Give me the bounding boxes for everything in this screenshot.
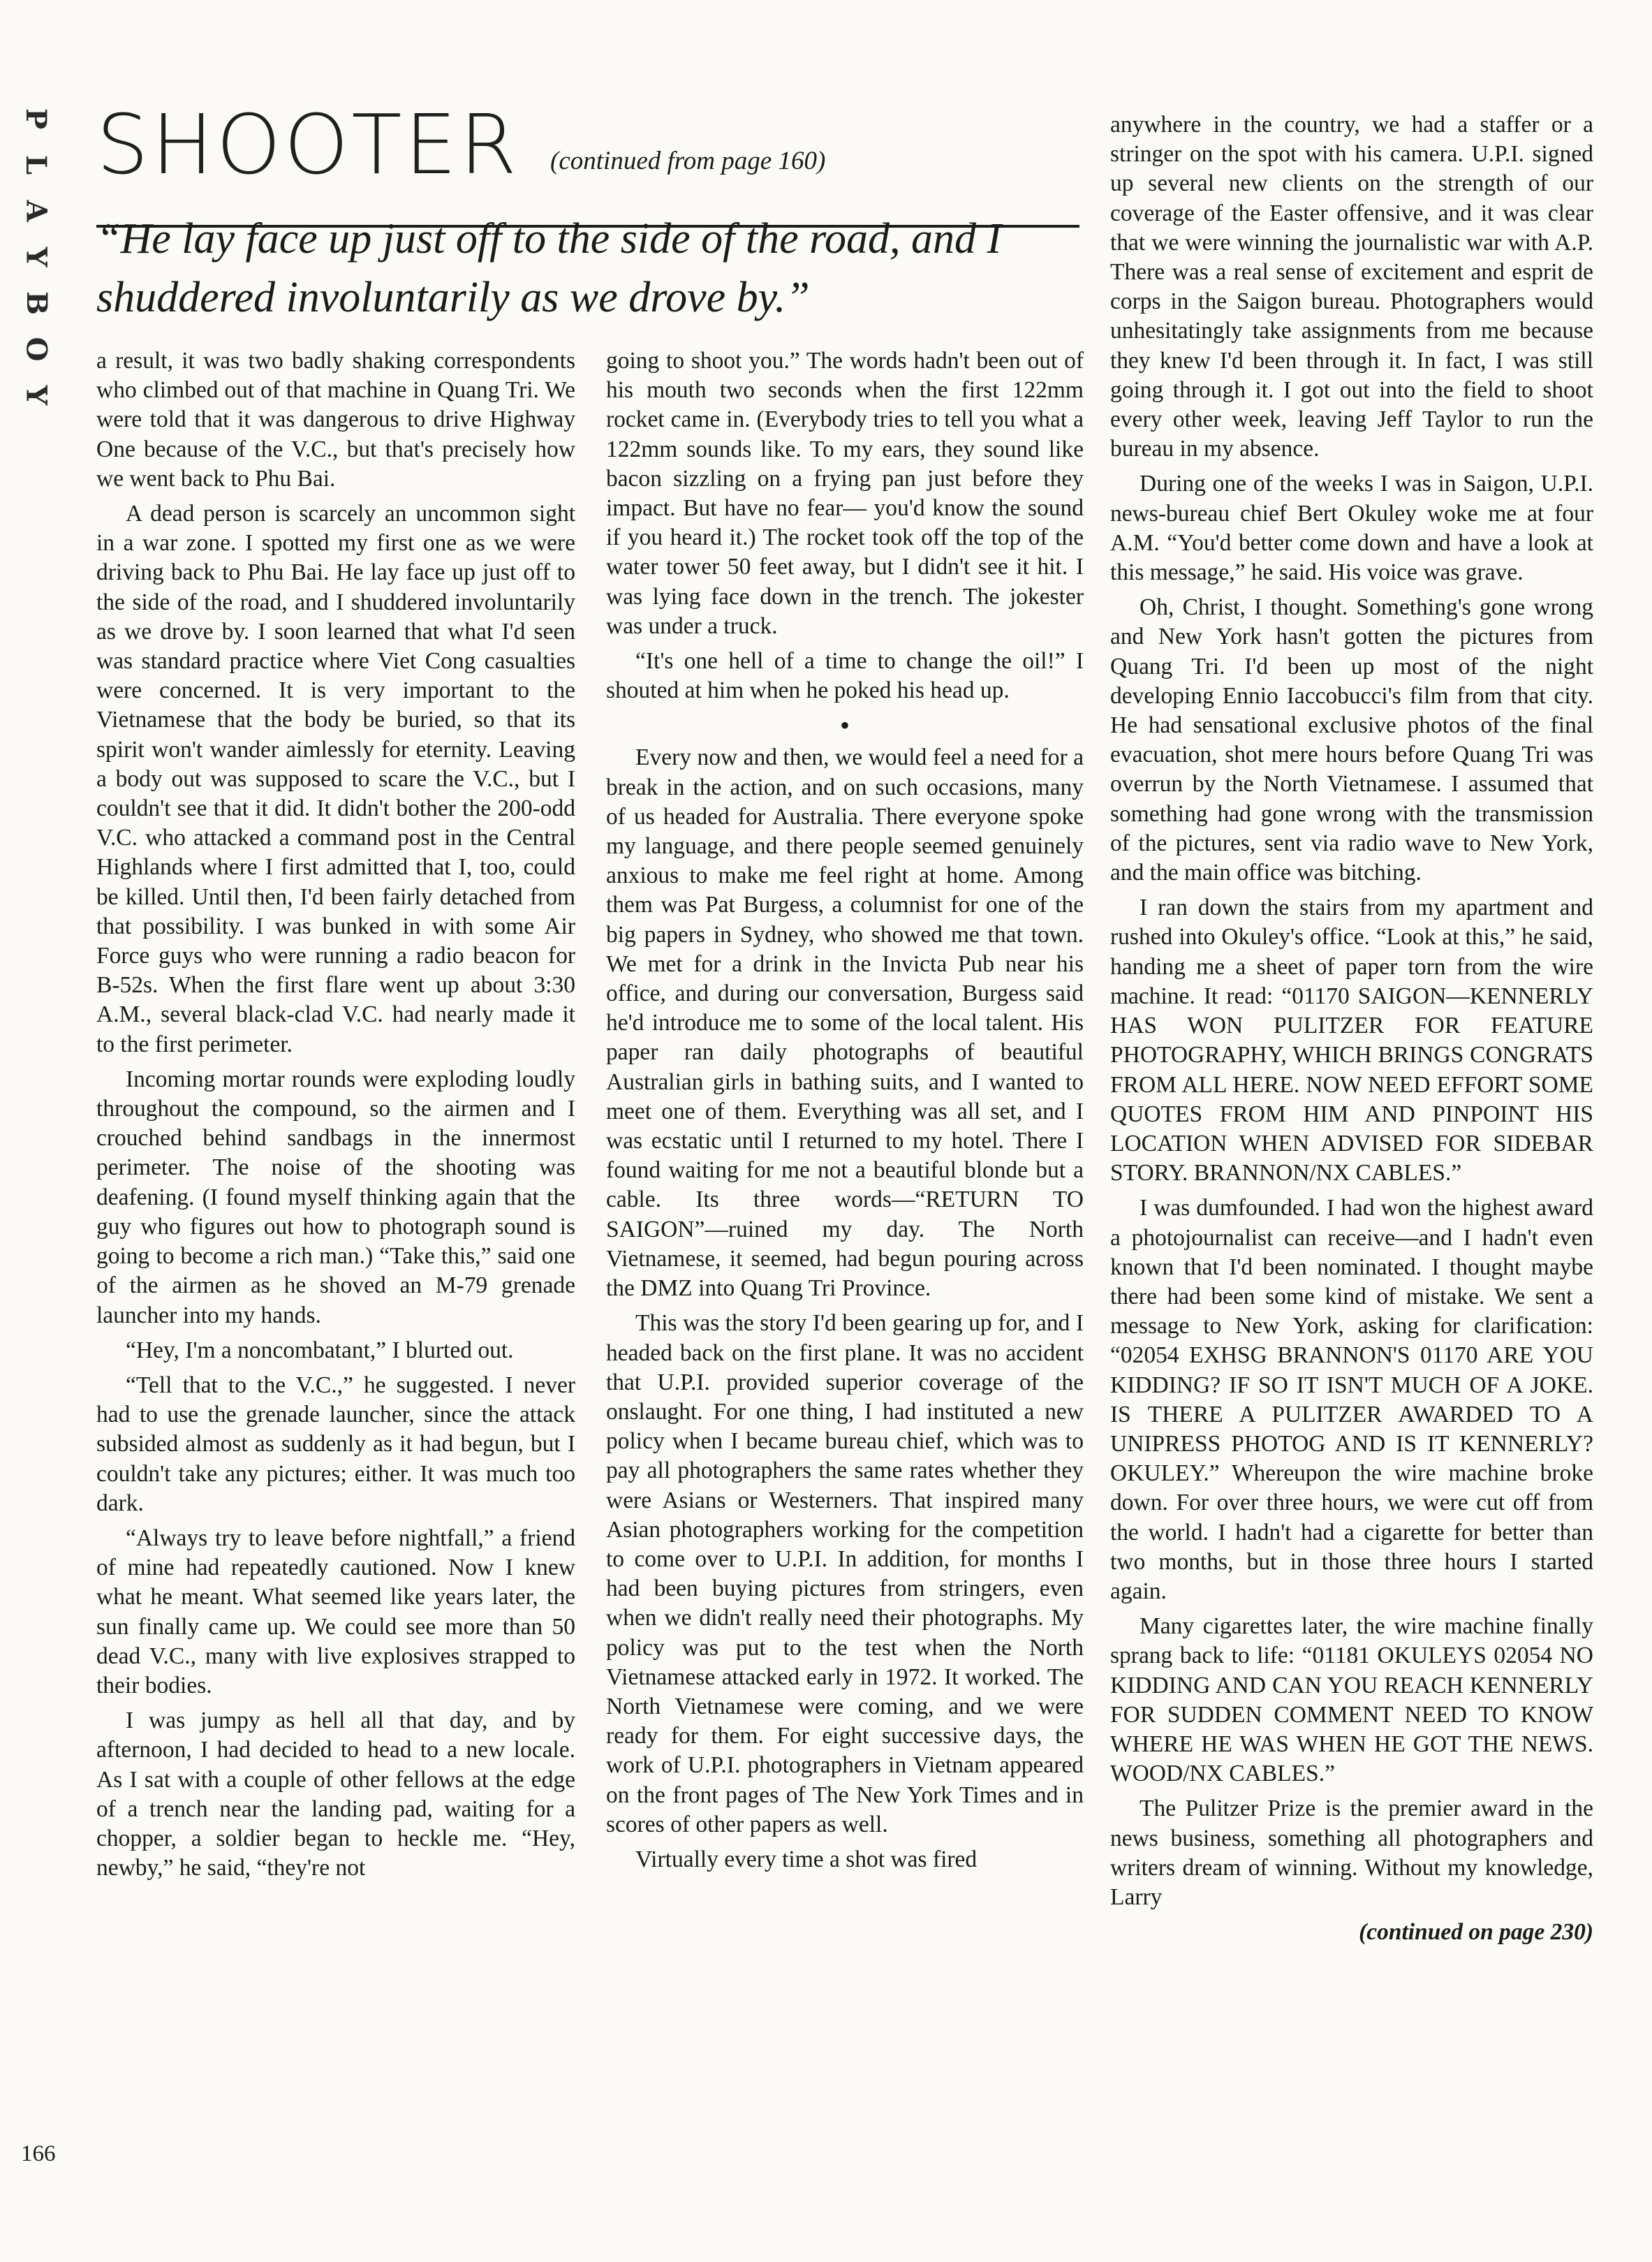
paragraph: anywhere in the country, we had a staffer or a stringer on the spot with his camera. U.P.I. signed up several new clients on the strength of our coverage of the Easter offensive, and it was clear that we were winning the journalistic war with A.P. There was a real sense of excitement and esprit de corps in the Saigon bureau. Photographers would unhesitatingly take assignments from me because they knew I'd been through it. In fact, I was still going through it. I got out into the field to shoot every other week, leaving Jeff Taylor to run the bureau in my absence. [1110,112,1593,462]
paragraph: Many cigarettes later, the wire machine finally sprang back to life: “01181 OKULEYS 02054 NO KIDDING AND CAN YOU REACH KENNERLY FOR SUDDEN COMMENT NEED TO KNOW WHERE HE WAS WHEN HE GOT THE NEWS. WOOD/NX CABLES.” [1110,1613,1593,1787]
continued-on-note: (continued on page 230) [1359,1919,1593,1946]
magazine-masthead-vertical [20,105,53,409]
paragraph: I was dumfounded. I had won the highest award a photojournalist can receive—and I hadn't even known that I'd been nominated. I thought maybe there had been some kind of mistake. We sent a message to New York, asking for clarification: “02054 EXHSG BRANNON'S 01170 ARE YOU KIDDING? IF SO IT ISN'T MUCH OF A JOKE. IS THERE A PULITZER AWARDED TO A UNIPRESS PHOTOG AND IS IT KENNERLY? OKULEY.” Whereupon the wire machine broke down. For over three hours, we were cut off from the world. I hadn't had a cigarette for better than two months, but in those three hours I started again. [1110,1195,1593,1604]
masthead-letter: Y [20,385,53,406]
masthead-letter: B [20,291,53,315]
article-title: SHOOTER [96,96,520,193]
article-header [96,96,826,193]
masthead-letter: A [20,200,53,222]
masthead-letter: L [20,154,53,175]
page-number: 166 [21,2141,56,2166]
paragraph: I ran down the stairs from my apartment and rushed into Okuley's office. “Look at this,” he said, handing me a sheet of paper torn from the wire machine. It read: “01170 SAIGON—KENNERLY HAS WON PULITZER FOR FEATURE PHOTOGRAPHY, WHICH BRINGS CONGRATS FROM ALL HERE. NOW NEED EFFORT SOME QUOTES FROM HIM AND PINPOINT HIS LOCATION WHEN ADVISED FOR SIDEBAR STORY. BRANNON/NX CABLES.” [1110,895,1593,1187]
masthead-letter: Y [20,247,53,267]
continued-from-note: (continued from page 160) [550,147,826,175]
paragraph: Incoming mortar rounds were exploding loudly throughout the compound, so the airmen and I crouched behind sandbags in the innermost perimeter. The noise of the shooting was deafening. (I found myself thinking again that the guy who figures out how to photograph sound is going to become a rich man.) “Take this,” said one of the airmen as he shoved an M-79 grenade launcher into my hands. [96,1066,575,1328]
paragraph: “Tell that to the V.C.,” he suggested. I never had to use the grenade launcher, since the attack subsided almost as suddenly as it had begun, but I couldn't take any pictures; either. It was much too dark. [96,1372,575,1516]
masthead-letter: O [20,337,53,362]
paragraph: Virtually every time a shot was fired [635,1846,978,1872]
pull-quote: “He lay face up just off to the side of the road, and I shuddered involuntarily as we drove by.” [96,215,1002,321]
masthead-letter: P [20,108,53,130]
paragraph: “It's one hell of a time to change the oil!” I shouted at him when he poked his head up. [606,648,1084,704]
paragraph: The Pulitzer Prize is the premier award in the news business, something all photographers and writers dream of winning. Without my knowledge, Larry [1110,1795,1593,1910]
column-2 [606,346,1084,1880]
column-1 [96,346,575,1888]
section-separator: • [839,710,850,742]
paragraph: During one of the weeks I was in Saigon, U.P.I. news-bureau chief Bert Okuley woke me at four A.M. “You'd better come down and have a look at this message,” he said. His voice was grave. [1110,471,1593,586]
paragraph: This was the story I'd been gearing up for, and I headed back on the first plane. It was no accident that U.P.I. provided superior coverage of the onslaught. For one thing, I had instituted a new policy when I became bureau chief, which was to pay all photographers the same rates whether they were Asians or Westerners. That inspired many Asian photographers working for the competition to come over to U.P.I. In addition, for months I had been buying pictures from stringers, even when we didn't really need their photographs. My policy was put to the test when the North Vietnamese attacked early in 1972. It worked. The North Vietnamese were coming, and we were ready for them. For eight successive days, the work of U.P.I. photographers in Vietnam appeared on the front pages of The New York Times and in scores of other papers as well. [606,1310,1084,1837]
paragraph: A dead person is scarcely an uncommon sight in a war zone. I spotted my first one as we were driving back to Phu Bai. He lay face up just off to the side of the road, and I shuddered involuntarily as we drove by. I soon learned that what I'd seen was standard practice where Viet Cong casualties were concerned. It is very important to the Vietnamese that the body be buried, so that its spirit won't wander aimlessly for eternity. Leaving a body out was supposed to scare the V.C., but I couldn't see that it did. It didn't bother the 200-odd V.C. who attacked a command post in the Central Highlands where I first admitted that I, too, could be killed. Until then, I'd been fairly detached from that possibility. I was bunked in with some Air Force guys who were running a radio beacon for B-52s. When the first flare went up about 3:30 A.M., several black-clad V.C. had nearly made it to the first perimeter. [96,501,575,1057]
paragraph: “Always try to leave before nightfall,” a friend of mine had repeatedly cautioned. Now I knew what he meant. What seemed like years later, the sun finally came up. We could see more than 50 dead V.C., many with live explosives strapped to their bodies. [96,1525,575,1698]
column-3 [1110,110,1593,1947]
paragraph: Every now and then, we would feel a need for a break in the action, and on such occasions, many of us headed for Australia. There everyone spoke my language, and there people seemed genuinely anxious to make me feel right at home. Among them was Pat Burgess, a columnist for one of the big papers in Sydney, who showed me that town. We met for a drink in the Invicta Pub near his office, and during our conversation, Burgess said he'd introduce me to some of the local talent. His paper ran daily photographs of beautiful Australian girls in bathing suits, and I wanted to meet one of them. Everything was all set, and I was ecstatic until I returned to my hotel. There I found waiting for me not a beautiful blonde but a cable. Its three words—“RETURN TO SAIGON”—ruined my day. The North Vietnamese, it seemed, had begun pouring across the DMZ into Quang Tri Province. [606,744,1084,1302]
paragraph: a result, it was two badly shaking correspondents who climbed out of that machine in Quang Tri. We were told that it was dangerous to drive Highway One because of the V.C., but that's precisely how we went back to Phu Bai. [96,348,575,492]
paragraph: I was jumpy as hell all that day, and by afternoon, I had decided to head to a new locale. As I sat with a couple of other fellows at the edge of a trench near the landing pad, waiting for a chopper, a soldier began to heckle me. “Hey, newby,” he said, “they're not [96,1707,575,1881]
paragraph: going to shoot you.” The words hadn't been out of his mouth two seconds when the first 122mm rocket came in. (Everybody tries to tell you what a 122mm sounds like. To my ears, they sound like bacon sizzling on a frying pan just before they impact. But have no fear— you'd know the sound if you heard it.) The rocket took off the top of the water tower 50 feet away, but I didn't see it hit. I was lying face down in the trench. The jokester was under a truck. [606,348,1084,639]
paragraph: Oh, Christ, I thought. Something's gone wrong and New York hasn't gotten the pictures from Quang Tri. I'd been up most of the night developing Ennio Iaccobucci's film from that city. He had sensational exclusive photos of the final evacuation, shot mere hours before Quang Tri was overrun by the North Vietnamese. I assumed that something had gone wrong with the transmission of the pictures, sent via radio wave to New York, and the main office was bitching. [1110,594,1593,886]
paragraph: “Hey, I'm a noncombatant,” I blurted out. [126,1337,514,1363]
